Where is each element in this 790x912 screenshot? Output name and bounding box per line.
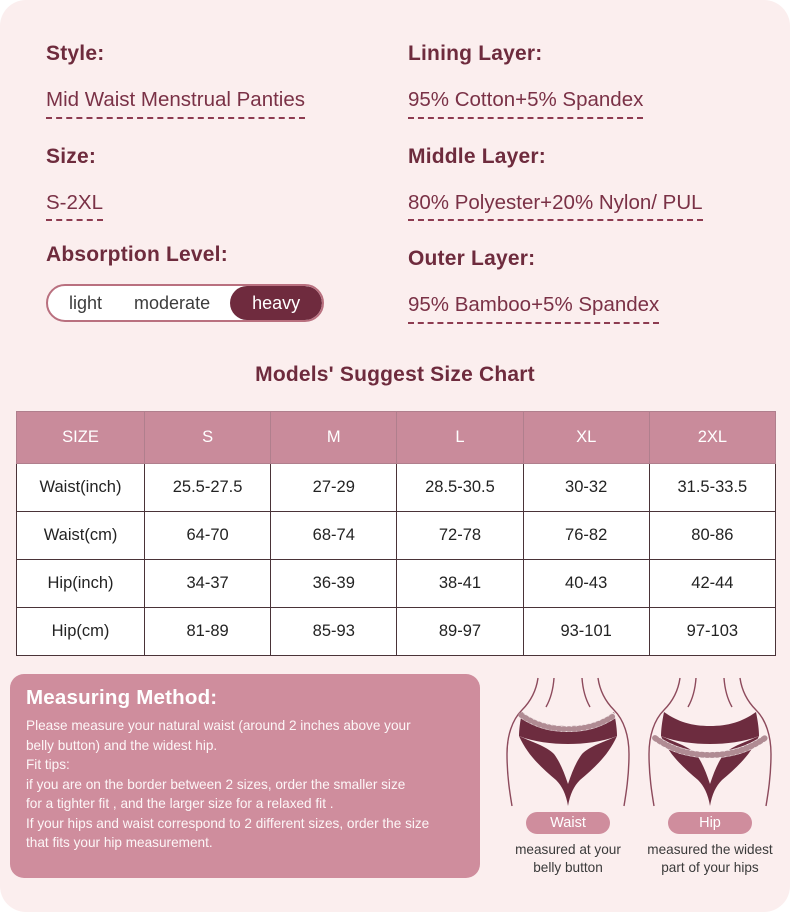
table-cell: 76-82 xyxy=(523,512,649,560)
table-cell: 31.5-33.5 xyxy=(649,464,775,512)
absorption-option-light[interactable]: light xyxy=(69,292,103,313)
table-cell: 85-93 xyxy=(271,608,397,656)
table-cell: 38-41 xyxy=(397,560,523,608)
absorption-option-moderate[interactable]: moderate xyxy=(134,292,211,313)
table-cell: 80-86 xyxy=(649,512,775,560)
table-cell: 68-74 xyxy=(271,512,397,560)
measurement-illustrations xyxy=(492,676,782,906)
specs-left-column xyxy=(46,42,386,322)
middle-layer-label: Middle Layer: xyxy=(408,144,546,168)
row-label: Waist(cm) xyxy=(17,512,145,560)
table-row xyxy=(17,608,776,656)
row-label: Waist(inch) xyxy=(17,464,145,512)
outer-layer-value: 95% Bamboo+5% Spandex xyxy=(408,293,659,324)
table-cell: 42-44 xyxy=(649,560,775,608)
table-header-cell: S xyxy=(145,412,271,464)
hip-caption-line2: part of your hips xyxy=(661,860,759,875)
size-table-wrapper xyxy=(16,411,776,656)
waist-figure xyxy=(498,676,638,877)
hip-body-illustration xyxy=(640,676,780,808)
table-cell: 72-78 xyxy=(397,512,523,560)
table-cell: 97-103 xyxy=(649,608,775,656)
table-cell: 30-32 xyxy=(523,464,649,512)
row-label: Hip(inch) xyxy=(17,560,145,608)
waist-caption xyxy=(498,841,638,877)
absorption-level-selector[interactable] xyxy=(46,284,324,322)
measuring-line: Fit tips: xyxy=(26,757,70,772)
size-label: Size: xyxy=(46,144,97,168)
measuring-line: that fits your hip measurement. xyxy=(26,835,213,850)
table-cell: 89-97 xyxy=(397,608,523,656)
size-chart-title: Models' Suggest Size Chart xyxy=(255,363,535,386)
outer-layer-label: Outer Layer: xyxy=(408,247,536,271)
hip-caption-line1: measured the widest xyxy=(647,842,773,857)
table-header-cell: M xyxy=(271,412,397,464)
table-row xyxy=(17,512,776,560)
waist-caption-line2: belly button xyxy=(533,860,603,875)
panty-shape xyxy=(661,712,759,744)
table-cell: 81-89 xyxy=(145,608,271,656)
product-specs xyxy=(0,0,790,350)
waist-caption-line1: measured at your xyxy=(515,842,621,857)
table-header-cell: SIZE xyxy=(17,412,145,464)
row-label: Hip(cm) xyxy=(17,608,145,656)
table-cell: 64-70 xyxy=(145,512,271,560)
measuring-line: If your hips and waist correspond to 2 different sizes, order the size xyxy=(26,815,430,831)
measuring-method-title: Measuring Method: xyxy=(26,686,218,709)
table-cell: 36-39 xyxy=(271,560,397,608)
absorption-level-label: Absorption Level: xyxy=(46,243,228,267)
hip-figure xyxy=(640,676,780,877)
measuring-line: for a tighter fit , and the larger size for a relaxed fit . xyxy=(26,796,334,811)
table-cell: 28.5-30.5 xyxy=(397,464,523,512)
style-label: Style: xyxy=(46,42,105,65)
size-table xyxy=(16,411,776,656)
waist-body-illustration xyxy=(498,676,638,808)
table-cell: 93-101 xyxy=(523,608,649,656)
table-cell: 25.5-27.5 xyxy=(145,464,271,512)
hip-caption xyxy=(640,841,780,877)
table-row xyxy=(17,464,776,512)
panty-leg-shape xyxy=(519,736,617,806)
table-cell: 40-43 xyxy=(523,560,649,608)
lining-layer-label: Lining Layer: xyxy=(408,42,543,65)
measuring-line: if you are on the border between 2 sizes, order the smaller size xyxy=(26,776,406,792)
table-row xyxy=(17,560,776,608)
hip-badge: Hip xyxy=(668,812,752,834)
table-cell: 27-29 xyxy=(271,464,397,512)
measuring-line: Please measure your natural waist (around 2 inches above your xyxy=(26,718,411,733)
waist-badge: Waist xyxy=(526,812,610,834)
measuring-line: belly button) and the widest hip. xyxy=(26,737,218,753)
measuring-method-card xyxy=(10,674,480,878)
specs-right-column xyxy=(408,42,768,324)
table-header-cell: 2XL xyxy=(649,412,775,464)
table-header-cell: XL xyxy=(523,412,649,464)
size-value: S-2XL xyxy=(46,191,103,222)
lining-layer-value: 95% Cotton+5% Spandex xyxy=(408,88,643,119)
style-value: Mid Waist Menstrual Panties xyxy=(46,88,305,119)
absorption-option-heavy[interactable]: heavy xyxy=(230,286,322,320)
table-header-cell: L xyxy=(397,412,523,464)
table-header-row xyxy=(17,412,776,464)
table-cell: 34-37 xyxy=(145,560,271,608)
middle-layer-value: 80% Polyester+20% Nylon/ PUL xyxy=(408,191,703,222)
